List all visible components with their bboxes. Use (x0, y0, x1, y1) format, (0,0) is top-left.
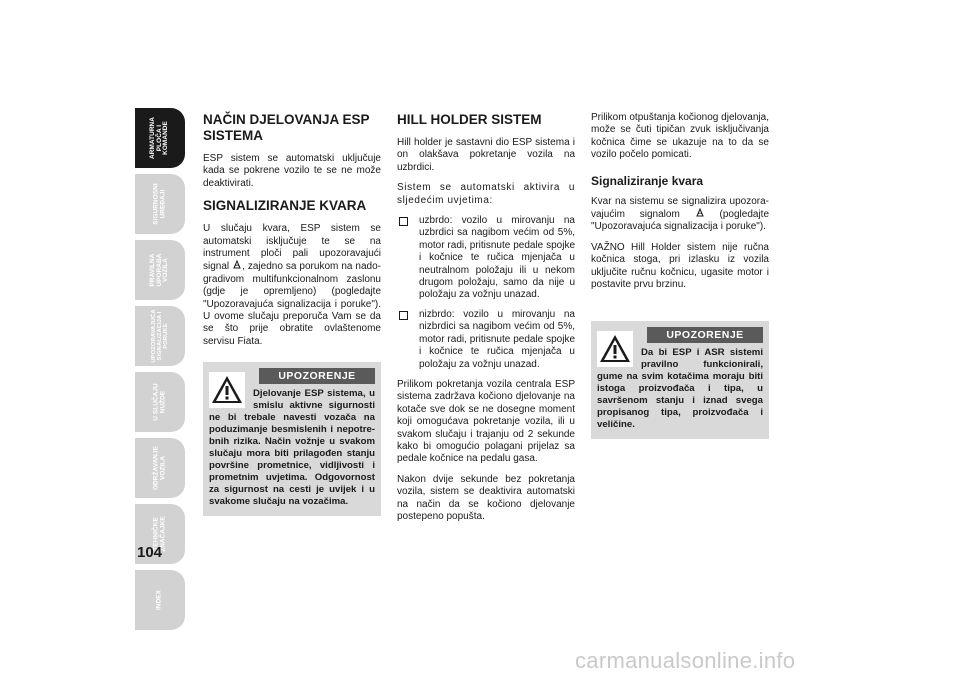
text: uzbrdo: vozilo u mirovanju na uzbrdici sa nagibom većim od 5%, motor radi, pritisnute pedale spojke i kočnice te ručica mjenjača u neutralnom položaju ili u nekom drugom položaju, samo da nije u položaju za vožnju unazad. (419, 215, 575, 301)
column-3 (591, 112, 769, 439)
text: nizbrdo: vozilo u mirovanju na nizbrdici sa nagibom većim od 5%, motor radi, pritisnute pedale spojke i kočnice te ručica mjenjača u položaju za vožnju unazad. (419, 308, 575, 370)
tab-label: TEHNIČKE ZNAČAJKE (152, 516, 166, 552)
warning-text: Djelovanje ESP sistema, u smislu aktivne sigurnosti ne bi trebale navesti vozača na poduzimanje besmislenih i nepotre-bnih rizika. Način vožnje u svakom slučaju mora biti prilagođen stanju površine prometnice, vidljivosti i prometnim uvjetima. Odgovornost za sigurnost na cesti je uvijek i u svakome slučaju na vozačima. (209, 388, 375, 508)
paragraph: Sistem se automatski aktivira u sljedećim uvjetima: (397, 182, 575, 206)
section-heading-fault: SIGNALIZIRANJE KVARA (203, 198, 367, 214)
tab-sigurnosni-uredaji[interactable] (135, 174, 185, 234)
section-heading-hill-holder: HILL HOLDER SISTEM (397, 112, 542, 127)
paragraph: Hill holder je sastavni dio ESP sistema i on olakšava pokretanje vozila na uzbrdici. (397, 137, 575, 173)
tab-label: ODRŽAVANJE VOZILA (152, 445, 166, 491)
esp-warning-icon (232, 260, 242, 270)
paragraph: ESP sistem se automatski uključuje kada se pokrene vozilo te se ne može deaktivirati. (203, 153, 381, 189)
tab-odrzavanje-vozila[interactable] (135, 438, 185, 498)
watermark: carmanualsonline.info (575, 648, 796, 673)
esp-warning-icon (695, 208, 705, 218)
warning-title: UPOZORENJE (647, 327, 763, 343)
tab-label: INDEX (155, 589, 163, 611)
warning-text: Da bi ESP i ASR sistemi pravilno funkcionirali, gume na svim kotačima moraju biti istoga proizvođača i tipa, u savršenom stanju i iznad svega propisanog tipa, proizvođača i veličine. (597, 347, 763, 431)
tab-label: UPOZORAVAJUĆA SIGNALIZACIJA I PORUKE (150, 309, 170, 363)
paragraph: Prilikom otpuštanja kočionog djelovanja, može se čuti tipičan zvuk isključivanja kočnica čime se ukazuje na to da se vozilo počelo pomicati. (591, 112, 769, 161)
warning-box (203, 362, 381, 516)
paragraph-fault (203, 223, 381, 348)
text: (pogledajte "Upozoravajuća signalizacija i poruke"). (591, 209, 770, 233)
tab-label: ARMATURNA PLOČA I KOMANDE (148, 117, 170, 159)
tab-label: SIGURNOSNI UREĐAJI (152, 183, 166, 225)
tab-u-slucaju-nuzde[interactable] (135, 372, 185, 432)
text: , zajedno sa porukom na nado-gradivom multifunkcionalnom zaslonu (gdje je opremljeno) (pogledajte "Upozoravajuća signalizacija i poruke"). U ovome slučaju preporuča Vam se da se što prije obratite ovlaštenome servisu Fiata. (203, 261, 381, 347)
column-1 (203, 112, 381, 516)
warning-box (591, 321, 769, 439)
bullet-square-icon (399, 311, 408, 320)
warning-triangle-icon (209, 372, 245, 408)
tab-label: PRAVILNA UPORABA VOZILA (148, 253, 170, 287)
warning-triangle-icon (597, 331, 633, 367)
column-2 (397, 112, 575, 531)
list-item (397, 309, 575, 371)
warning-title: UPOZORENJE (259, 368, 375, 384)
section-heading-signaling: Signaliziranje kvara (591, 173, 704, 188)
tab-armaturna-ploca[interactable] (135, 108, 185, 168)
paragraph: Prilikom pokretanja vozila centrala ESP sistema zadržava kočiono djelovanje na kotače sve dok se ne dosegne moment koji omogućava pokretanje vozila, ili u svakom slučaju i trajanju od 2 sekunde kako bi omogućio polagani prijelaz sa pedale kočnice na pedalu gasa. (397, 378, 575, 465)
page-number: 104 (137, 544, 163, 561)
conditions-list (397, 215, 575, 371)
section-heading-esp: NAČIN DJELOVANJA ESP SISTEMA (203, 112, 370, 143)
text: Kvar na sistemu se signalizira upozora-vajućim signalom (591, 195, 769, 221)
tab-pravilna-uporaba[interactable] (135, 240, 185, 300)
list-item (397, 215, 575, 302)
tab-upozoravajuca-signalizacija[interactable] (135, 306, 185, 366)
bullet-square-icon (399, 217, 408, 226)
paragraph: Nakon dvije sekunde bez pokretanja vozila, sistem se deaktivira automatski na način da se kočiono djelovanje postepeno popušta. (397, 473, 575, 522)
tab-index[interactable] (135, 570, 185, 630)
tab-label: U SLUČAJU NUŽDE (152, 383, 166, 421)
text: U slučaju kvara, ESP sistem se automatski isključuje te se na instrument ploči pali upozoravajući signal (203, 223, 381, 273)
paragraph: VAŽNO Hill Holder sistem nije ručna kočnica stoga, pri izlasku iz vozila uključite ručnu kočnicu, ugasite motor i postavite prvu brzinu. (591, 241, 769, 291)
paragraph-signal (591, 196, 769, 234)
